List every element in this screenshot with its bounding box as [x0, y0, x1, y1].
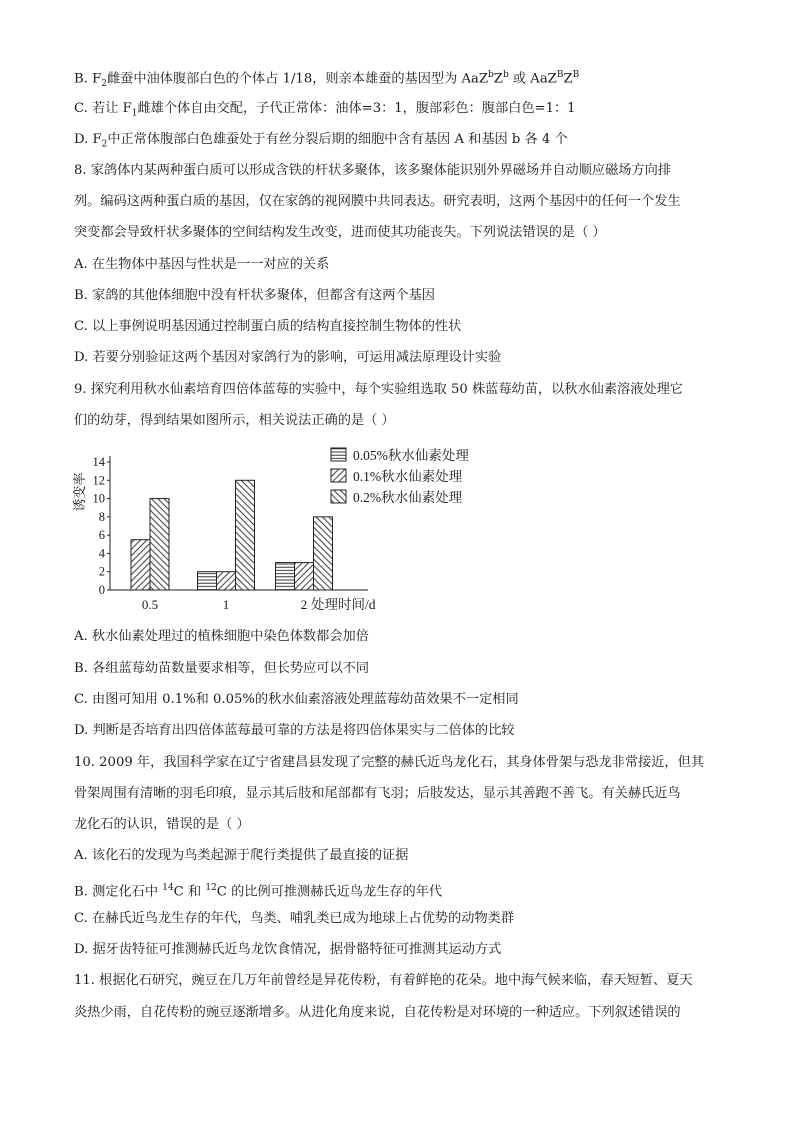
- x-tick-label: 0.5: [141, 597, 159, 612]
- q7-option-d: D. $F_2$中正常体腹部白色雄蚕处于有丝分裂后期的细胞中含有基因 A 和基因 b 各 4 个: [74, 132, 568, 150]
- bar-1-1: [198, 572, 217, 590]
- q7-option-b: B. $F_2$雌蚕中油体腹部白色的个体占 1/18，则亲本雄蚕的基因型为 $AaZ^bZ^b$ 或 $AaZ^BZ^B$: [74, 70, 580, 90]
- q9-option-d: D. 判断是否培育出四倍体蓝莓最可靠的方法是将四倍体果实与二倍体的比较: [74, 723, 515, 738]
- q11-stem-line-2: 炎热少雨，自花传粉的豌豆逐渐增多。从进化角度来说，自花传粉是对环境的一种适应。下列叙述错误的: [74, 1005, 681, 1020]
- q10-option-b: B. 测定化石中 $^{14}$C 和 $^{12}$C 的比例可推测赫氏近鸟龙生存的年代: [74, 883, 443, 900]
- q10-option-d: D. 据牙齿特征可推测赫氏近鸟龙饮食情况，据骨骼特征可推测其运动方式: [74, 942, 502, 957]
- legend-swatch: [331, 469, 346, 482]
- q8-option-b: B. 家鸽的其他体细胞中没有杆状多聚体，但都含有这两个基因: [74, 288, 435, 303]
- x-axis-title: 处理时间/d: [311, 597, 376, 612]
- y-tick-label: 0: [98, 583, 105, 597]
- legend-label: 0.1%秋水仙素处理: [353, 469, 463, 484]
- bar-2-2: [295, 563, 314, 590]
- bar-1-2: [276, 563, 295, 590]
- y-tick-label: 4: [98, 546, 105, 561]
- y-axis-title: 诱变率: [72, 472, 87, 512]
- q9-bar-chart: [68, 444, 488, 620]
- bar-3-2: [314, 517, 333, 590]
- y-tick-label: 2: [98, 564, 105, 579]
- y-tick-label: 14: [92, 455, 105, 469]
- q9-option-b: B. 各组蓝莓幼苗数量要求相等，但长势应可以不同: [74, 661, 370, 676]
- q9-stem-line-2: 们的幼芽，得到结果如图所示，相关说法正确的是（ ）: [74, 413, 395, 428]
- y-tick-label: 6: [98, 528, 105, 543]
- q9-option-a: A. 秋水仙素处理过的植株细胞中染色体数都会加倍: [74, 629, 369, 644]
- legend-swatch: [331, 490, 346, 503]
- q8-option-c: C. 以上事例说明基因通过控制蛋白质的结构直接控制生物体的性状: [74, 319, 462, 334]
- legend-swatch: [331, 448, 346, 461]
- legend-label: 0.2%秋水仙素处理: [353, 490, 463, 505]
- q11-stem-line-1: 11. 根据化石研究，豌豆在几万年前曾经是异花传粉，有着鲜艳的花朵。地中海气候来临，春天短暂、夏天: [74, 973, 693, 988]
- q9-stem-line-1: 9. 探究利用秋水仙素培育四倍体蓝莓的实验中，每个实验组选取 50 株蓝莓幼苗，以秋水仙素溶液处理它: [74, 382, 683, 397]
- q8-stem-line-3: 突变都会导致杆状多聚体的空间结构发生改变，进而使其功能丧失。下列说法错误的是（ ）: [74, 225, 606, 240]
- q8-stem-line-1: 8. 家鸽体内某两种蛋白质可以形成含铁的杆状多聚体，该多聚体能识别外界磁场并自动顺应磁场方向排: [74, 163, 672, 178]
- bar-3-1: [236, 480, 255, 590]
- x-tick-label: 1: [222, 597, 230, 612]
- q8-option-a: A. 在生物体中基因与性状是一一对应的关系: [74, 257, 330, 272]
- q10-option-c: C. 在赫氏近鸟龙生存的年代，鸟类、哺乳类已成为地球上占优势的动物类群: [74, 911, 515, 926]
- y-tick-label: 12: [92, 473, 105, 488]
- bar-3-0.5: [150, 499, 169, 590]
- bar-2-0.5: [131, 540, 150, 590]
- q10-stem-line-2: 骨架周围有清晰的羽毛印痕，显示其后肢和尾部都有飞羽；后肢发达，显示其善跑不善飞。有关赫氏近鸟: [74, 786, 681, 801]
- q8-option-d: D. 若要分别验证这两个基因对家鸽行为的影响，可运用减法原理设计实验: [74, 350, 502, 365]
- legend-label: 0.05%秋水仙素处理: [353, 448, 469, 463]
- x-tick-label: 2: [300, 597, 308, 612]
- y-tick-label: 8: [98, 509, 105, 524]
- q8-stem-line-2: 列。编码这两种蛋白质的基因，仅在家鸽的视网膜中共同表达。研究表明，这两个基因中的任何一个发生: [74, 194, 681, 209]
- q10-option-a: A. 该化石的发现为鸟类起源于爬行类提供了最直接的证据: [74, 848, 409, 863]
- q10-stem-line-1: 10. 2009 年，我国科学家在辽宁省建昌县发现了完整的赫氏近鸟龙化石，其身体骨架与恐龙非常接近，但其: [74, 755, 704, 770]
- y-tick-label: 10: [92, 491, 105, 506]
- q7-option-c: C. 若让 $F_1$雌雄个体自由交配，子代正常体：油体=3：1，腹部彩色：腹部白色=1：1: [74, 101, 576, 119]
- q9-option-c: C. 由图可知用 0.1%和 0.05%的秋水仙素溶液处理蓝莓幼苗效果不一定相同: [74, 692, 519, 707]
- bar-2-1: [217, 572, 236, 590]
- q10-stem-line-3: 龙化石的认识，错误的是（ ）: [74, 817, 250, 832]
